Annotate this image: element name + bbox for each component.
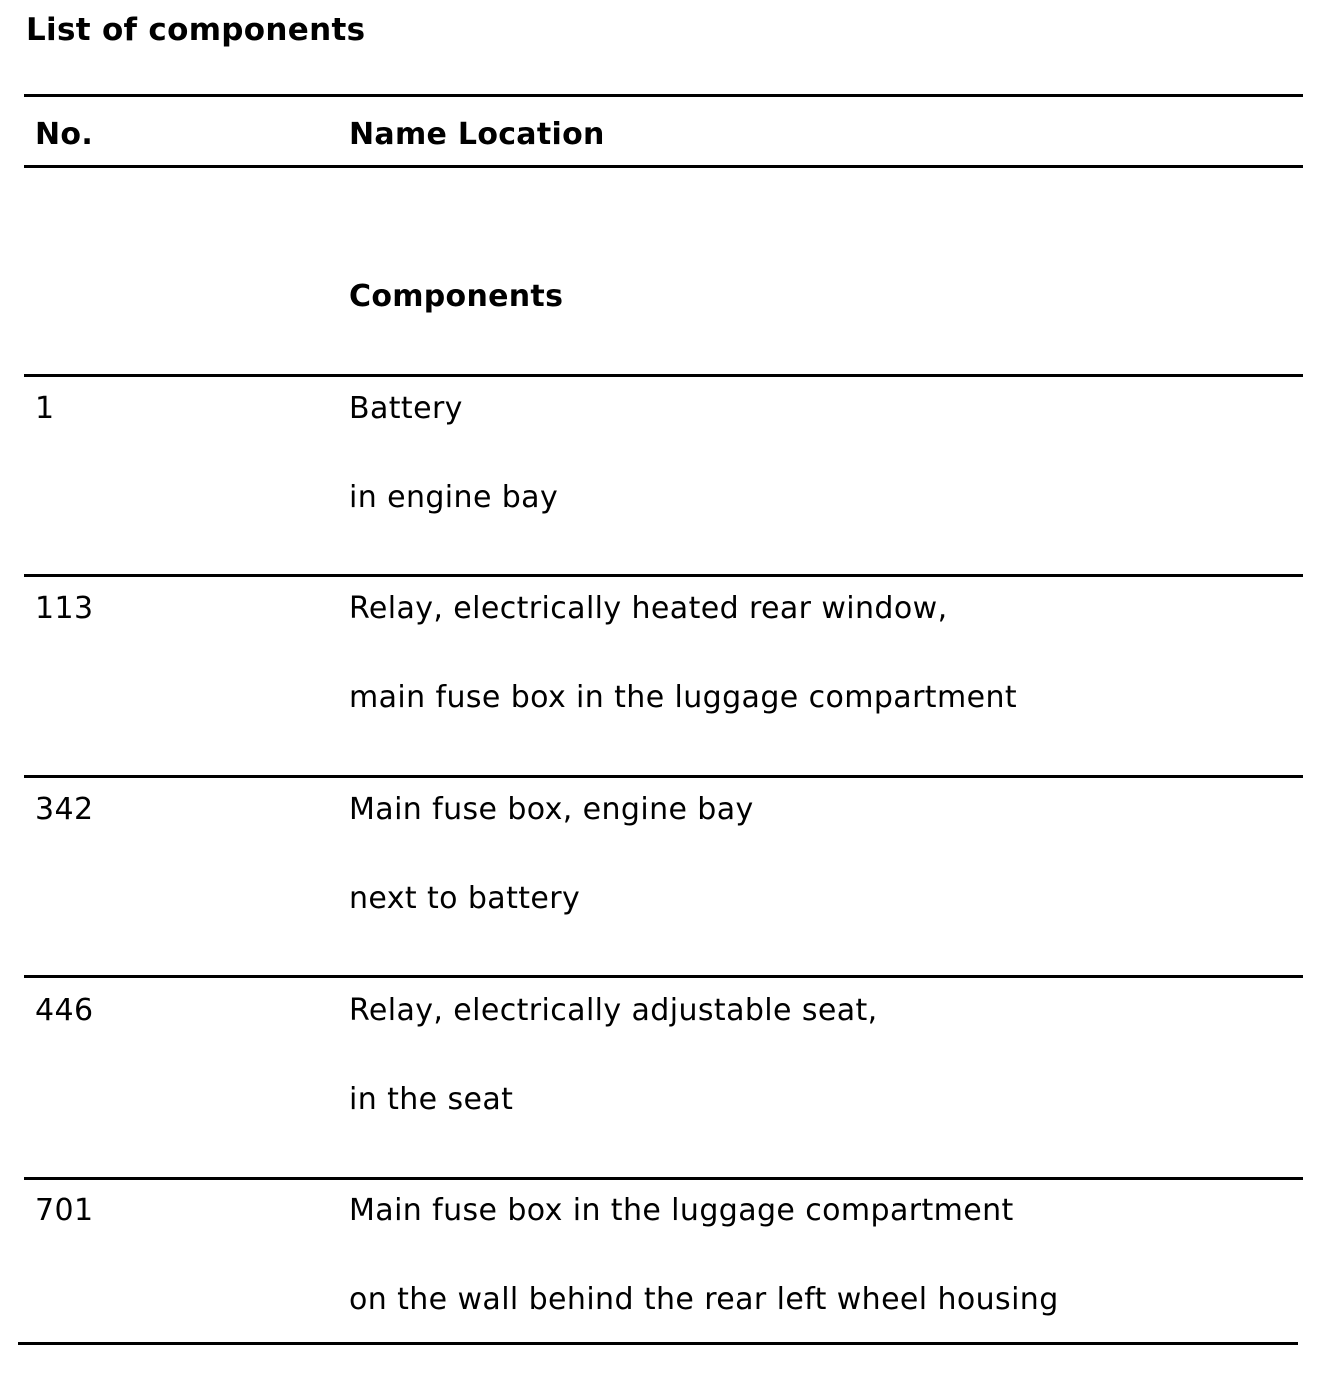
row-number: 342: [35, 792, 94, 827]
column-header-no: No.: [35, 117, 94, 152]
row-divider: [24, 975, 1303, 978]
row-number: 113: [35, 591, 94, 626]
row-number: 1: [35, 391, 55, 426]
row-divider: [24, 374, 1303, 377]
page-title: List of components: [26, 12, 366, 48]
table-top-rule: [24, 94, 1303, 97]
row-name: Main fuse box in the luggage compartment: [349, 1193, 1014, 1228]
row-name: Main fuse box, engine bay: [349, 792, 754, 827]
row-location: main fuse box in the luggage compartment: [349, 680, 1018, 715]
row-divider: [24, 574, 1303, 577]
row-location: in engine bay: [349, 480, 559, 515]
header-bottom-rule: [24, 165, 1303, 168]
row-divider: [24, 1177, 1303, 1180]
row-number: 446: [35, 993, 94, 1028]
row-name: Relay, electrically heated rear window,: [349, 591, 948, 626]
row-number: 701: [35, 1193, 94, 1228]
row-name: Battery: [349, 391, 463, 426]
row-location: next to battery: [349, 881, 581, 916]
column-header-name-location: Name Location: [349, 117, 605, 152]
row-location: in the seat: [349, 1082, 514, 1117]
row-divider: [24, 775, 1303, 778]
table-bottom-rule: [18, 1342, 1298, 1345]
row-location: on the wall behind the rear left wheel housing: [349, 1282, 1059, 1317]
section-label-components: Components: [349, 279, 564, 314]
row-name: Relay, electrically adjustable seat,: [349, 993, 878, 1028]
